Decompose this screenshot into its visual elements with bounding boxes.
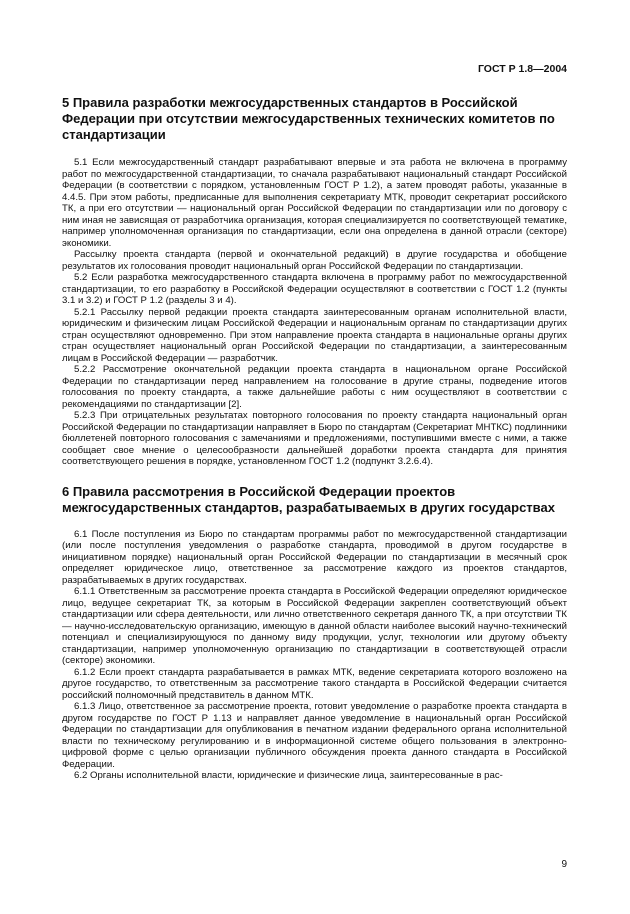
paragraph-5-1-distribution: Рассылку проекта стандарта (первой и окончательной редакций) в другие государства и обобщение результатов их голосования проводит национальный орган Российской Федерации по стандартизации.	[62, 249, 567, 272]
page-number: 9	[561, 859, 567, 870]
section-5-heading: 5 Правила разработки межгосударственных стандартов в Российской Федерации при отсутствии межгосударственных технических комитетов по стандартизации	[62, 95, 555, 142]
document-code-header: ГОСТ Р 1.8—2004	[477, 63, 567, 75]
section-6-heading: 6 Правила рассмотрения в Российской Федерации проектов межгосударственных стандартов, разрабатываемых в других государствах	[62, 483, 555, 515]
paragraph-6-1-1: 6.1.1 Ответственным за рассмотрение проекта стандарта в Российской Федерации определяют юридическое лицо, ведущее секретариат ТК, за которым в Российской Федерации закреплен соответствующий объект стандартизации или сфера деятельности, или лично ответственного секретаря данного ТК, а при отсутствии ТК — научно-исследовательскую организацию, имеющую в данной области наиболее высокий научно-технический потенциал и специализирующуюся по данному виду продукции, услуг, технологии или другому объекту стандартизации, например уполномоченную организацию по стандартизации в соответствующей отрасли (секторе) экономики.	[62, 586, 567, 666]
paragraph-6-1-3: 6.1.3 Лицо, ответственное за рассмотрение проекта, готовит уведомление о разработке проекта стандарта в другом государстве по ГОСТ Р 1.13 и направляет данное уведомление в национальный орган Российской Федерации по стандартизации для опубликования в печатном издании федерального органа исполнительной власти по техническому регулированию и в информационной системе общего пользования в электронно-цифровой форме с целью организации публичного обсуждения проекта данного стандарта в Российской Федерации.	[62, 701, 567, 770]
paragraph-5-2-3: 5.2.3 При отрицательных результатах повторного голосования по проекту стандарта национальный орган Российской Федерации по стандартизации направляет в Бюро по стандартам (Секретариат МНТКС) подлинники бюллетеней повторного голосования с замечаниями и предложениями, поступившими вместе с ними, а также сообщает свое мнение о целесообразности дальнейшей доработки проекта стандарта для принятия соответствующего решения в порядке, установленном ГОСТ 1.2 (подпункт 3.2.6.4).	[62, 410, 567, 467]
main-content	[62, 95, 567, 782]
paragraph-5-2-2: 5.2.2 Рассмотрение окончательной редакции проекта стандарта в национальном органе Российской Федерации по стандартизации перед направлением на голосование в другие страны, подведение итогов голосования по проекту стандарта, а также дальнейшие работы с ним осуществляют в соответствии с рекомендациями по стандартизации [2].	[62, 364, 567, 410]
paragraph-6-1: 6.1 После поступления из Бюро по стандартам программы работ по межгосударственной стандартизации (или после поступления уведомления о разработке стандарта, проводимой в другом государстве в инициативном порядке) национальный орган Российской Федерации по стандартизации в месячный срок определяет юридическое лицо, ответственное за рассмотрение каждого из проектов стандартов, разрабатываемых в других государствах.	[62, 528, 567, 586]
paragraph-5-1: 5.1 Если межгосударственный стандарт разрабатывают впервые и эта работа не включена в программу работ по межгосударственной стандартизации, то сначала разрабатывают национальный стандарт Российской Федерации (в соответствии с порядком, установленным ГОСТ Р 1.2), а затем проводят работы, указанные в 4.4.5. При этом работы, предписанные для выполнения секретариату МТК, проводит секретариат российского ТК, а при его отсутствии — национальный орган Российской Федерации по стандартизации или по договору с ним иная не зависящая от разработчика организация, которая специализируется по соответствующей тематике, например уполномоченная организация по стандартизации, если она определена в данной отрасли (секторе) экономики.	[62, 157, 567, 249]
paragraph-5-2-1: 5.2.1 Рассылку первой редакции проекта стандарта заинтересованным органам исполнительной власти, юридическим и физическим лицам Российской Федерации и национальным органам по стандартизации других стран осуществляют одновременно. При этом направление проекта стандарта в национальные органы других стран осуществляет национальный орган Российской Федерации по стандартизации, а заинтересованным лицам в Российской Федерации — разработчик.	[62, 306, 567, 364]
paragraph-6-1-2: 6.1.2 Если проект стандарта разрабатывается в рамках МТК, ведение секретариата которого возложено на другое государство, то ответственным за рассмотрение такого стандарта в Российской Федерации считается российский полномочный представитель в данном МТК.	[62, 666, 567, 701]
paragraph-6-2: 6.2 Органы исполнительной власти, юридические и физические лица, заинтересованные в рас-	[74, 770, 503, 781]
paragraph-5-2: 5.2 Если разработка межгосударственного стандарта включена в программу работ по межгосударственной стандартизации, то его разработку в Российской Федерации осуществляют в соответствии с ГОСТ 1.2 (пункты 3.1 и 3.2) и ГОСТ Р 1.2 (разделы 3 и 4).	[62, 272, 567, 306]
